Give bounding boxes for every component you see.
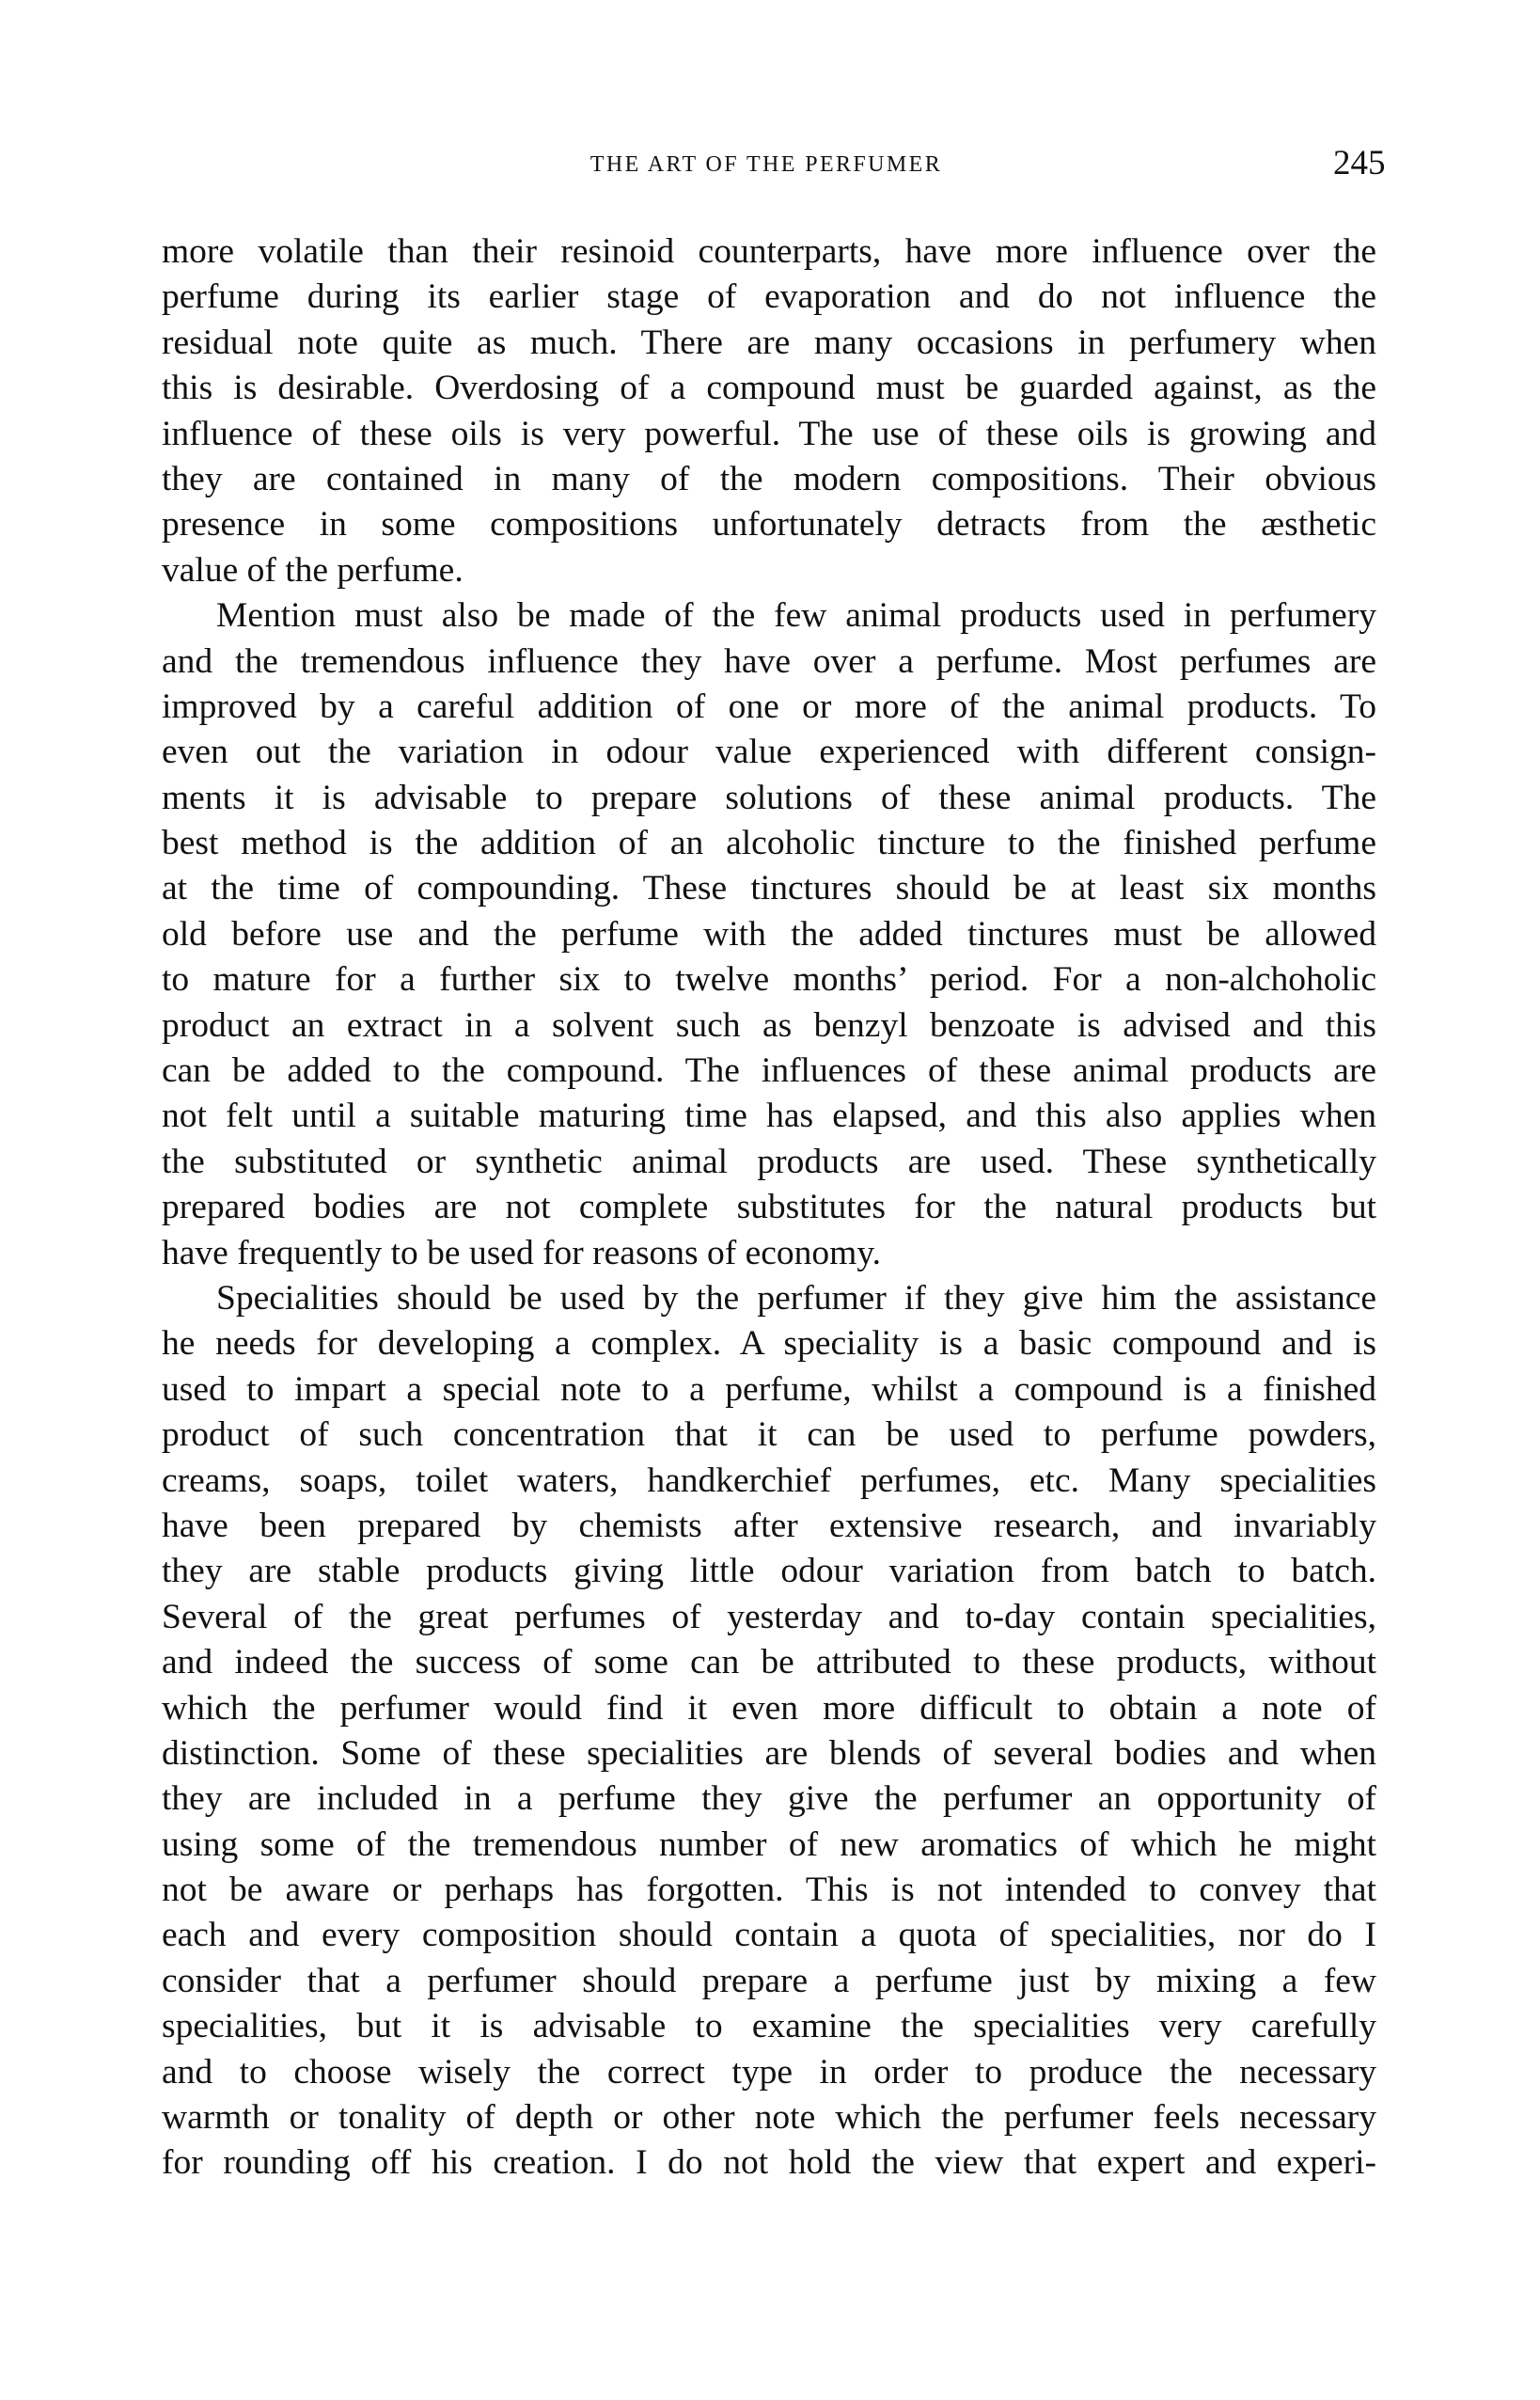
text-line: presence in some compositions unfortunately detracts from the æsthetic xyxy=(162,505,1376,545)
text-line: product of such concentration that it can be used to perfume powders, xyxy=(162,1415,1376,1455)
text-line: old before use and the perfume with the added tinctures must be allowed xyxy=(162,914,1376,954)
paragraph-animal-products xyxy=(162,593,1376,1276)
text-line: using some of the tremendous number of new aromatics of which he might xyxy=(162,1824,1376,1864)
text-line: the substituted or synthetic animal products are used. These synthetically xyxy=(162,1142,1376,1181)
text-line: product an extract in a solvent such as benzyl benzoate is advised and this xyxy=(162,1005,1376,1045)
text-line: each and every composition should contain a quota of specialities, nor do I xyxy=(162,1916,1376,1955)
text-line: more volatile than their resinoid counterparts, have more influence over the xyxy=(162,232,1376,271)
body-text xyxy=(162,229,1376,2187)
text-line: have been prepared by chemists after extensive research, and invariably xyxy=(162,1506,1376,1545)
running-head xyxy=(0,141,1540,182)
text-line: residual note quite as much. There are many occasions in perfumery when xyxy=(162,323,1376,362)
text-line: warmth or tonality of depth or other note which the perfumer feels necessary xyxy=(162,2098,1376,2138)
text-line: improved by a careful addition of one or more of the animal products. To xyxy=(162,687,1376,726)
text-line: used to impart a special note to a perfume, whilst a compound is a finished xyxy=(162,1369,1376,1409)
text-line: Mention must also be made of the few animal products used in perfumery xyxy=(216,596,1376,636)
text-line: perfume during its earlier stage of evaporation and do not influence the xyxy=(162,277,1376,317)
running-title: THE ART OF THE PERFUMER xyxy=(589,152,943,177)
text-line: can be added to the compound. The influences of these animal products are xyxy=(162,1051,1376,1091)
text-line: for rounding off his creation. I do not hold the view that expert and experi- xyxy=(162,2143,1376,2183)
text-line: they are contained in many of the modern compositions. Their obvious xyxy=(162,459,1376,498)
text-line: and to choose wisely the correct type in order to produce the necessary xyxy=(162,2052,1376,2092)
text-line: consider that a perfumer should prepare a perfume just by mixing a few xyxy=(162,1961,1376,2000)
text-line: and the tremendous influence they have over a perfume. Most perfumes are xyxy=(162,641,1376,681)
text-line: distinction. Some of these specialities are blends of several bodies and when xyxy=(162,1733,1376,1773)
text-line: at the time of compounding. These tinctures should be at least six months xyxy=(162,869,1376,908)
page-number: 245 xyxy=(1333,144,1386,182)
text-line: to mature for a further six to twelve months’ period. For a non-alchoholic xyxy=(162,960,1376,1000)
text-line: they are stable products giving little odour variation from batch to batch. xyxy=(162,1552,1376,1591)
text-line: even out the variation in odour value experienced with different consign- xyxy=(162,733,1376,772)
text-line: Several of the great perfumes of yesterday and to-day contain specialities, xyxy=(162,1597,1376,1636)
text-line: not felt until a suitable maturing time has elapsed, and this also applies when xyxy=(162,1097,1376,1136)
text-line: Specialities should be used by the perfumer if they give him the assistance xyxy=(216,1278,1376,1318)
text-line: he needs for developing a complex. A speciality is a basic compound and is xyxy=(162,1324,1376,1364)
text-line: and indeed the success of some can be attributed to these products, without xyxy=(162,1643,1376,1682)
text-line: value of the perfume. xyxy=(162,550,464,590)
text-line: creams, soaps, toilet waters, handkerchief perfumes, etc. Many specialities xyxy=(162,1461,1376,1500)
text-line: they are included in a perfume they give the perfumer an opportunity of xyxy=(162,1779,1376,1819)
text-line: which the perfumer would find it even more difficult to obtain a note of xyxy=(162,1688,1376,1728)
text-line: this is desirable. Overdosing of a compound must be guarded against, as the xyxy=(162,369,1376,408)
text-line: not be aware or perhaps has forgotten. This is not intended to convey that xyxy=(162,1871,1376,1910)
text-line: ments it is advisable to prepare solutions of these animal products. The xyxy=(162,778,1376,817)
text-line: have frequently to be used for reasons of economy. xyxy=(162,1233,882,1272)
text-line: specialities, but it is advisable to examine the specialities very carefully xyxy=(162,2007,1376,2046)
paragraph-volatile-oils xyxy=(162,229,1376,593)
text-line: prepared bodies are not complete substitutes for the natural products but xyxy=(162,1188,1376,1227)
paragraph-specialities xyxy=(162,1276,1376,2187)
text-line: best method is the addition of an alcoholic tincture to the finished perfume xyxy=(162,824,1376,863)
text-line: influence of these oils is very powerful. The use of these oils is growing and xyxy=(162,414,1376,453)
